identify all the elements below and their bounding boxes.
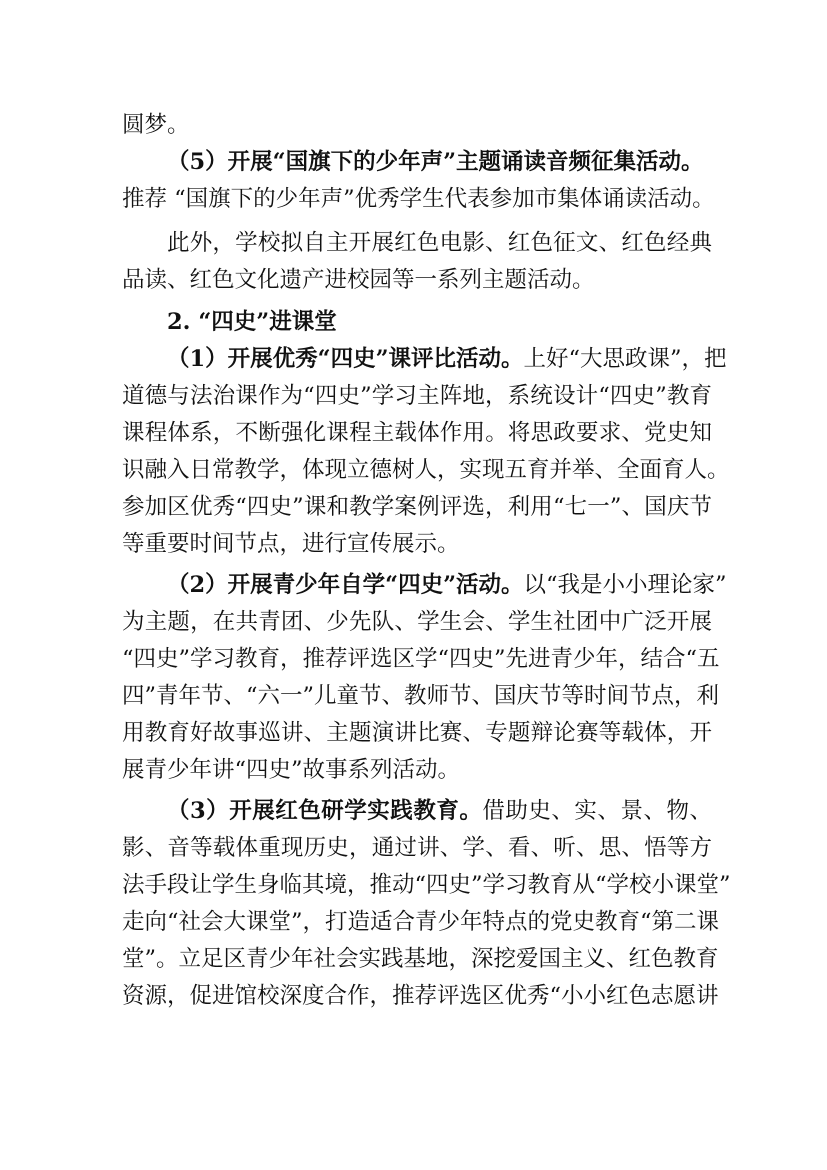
text-run: “四史”学习教育，推荐评选区学“四史”先进青少年，结合“五 — [122, 646, 720, 672]
text-run: 等重要时间节点，进行宣传展示。 — [122, 531, 460, 557]
text-run-bold: （3）开展红色研学实践教育。 — [167, 798, 483, 824]
text-run: 资源，促进馆校深度合作，推荐评选区优秀“小小红色志愿讲 — [122, 983, 719, 1009]
text-line — [122, 184, 715, 214]
text-line — [122, 870, 731, 900]
text-run: 推荐 “国旗下的少年声”优秀学生代表参加市集体诵读活动。 — [122, 186, 715, 212]
text-run: 品读、红色文化遗产进校园等一系列主题活动。 — [122, 267, 595, 293]
text-run-bold: （2）开展青少年自学“四史”活动。 — [167, 572, 524, 598]
text-run: 课程体系，不断强化课程主载体作用。将思政要求、党史知 — [122, 420, 712, 446]
text-line — [122, 907, 720, 937]
text-line — [122, 681, 720, 711]
text-run: 为主题，在共青团、少先队、学生会、学生社团中广泛开展 — [122, 609, 712, 635]
text-run: 上好“大思政课”，把 — [523, 346, 727, 372]
text-line — [122, 529, 460, 559]
text-line — [122, 833, 712, 863]
text-run-bold: 2. “四史”进课堂 — [167, 309, 337, 335]
text-line — [122, 418, 712, 448]
text-line — [122, 381, 712, 411]
text-run: 法手段让学生身临其境，推动“四史”学习教育从“学校小课堂” — [122, 872, 731, 898]
text-line — [122, 492, 712, 522]
text-line — [122, 981, 719, 1011]
item-heading — [167, 147, 704, 177]
text-run: 圆梦。 — [122, 112, 190, 138]
text-run-bold: （5）开展“国旗下的少年声”主题诵读音频征集活动。 — [167, 149, 704, 175]
section-heading — [167, 307, 337, 337]
text-run: 以“我是小小理论家” — [523, 572, 727, 598]
text-run: 四”青年节、“六一”儿童节、教师节、国庆节等时间节点，利 — [122, 683, 720, 709]
text-line — [122, 455, 730, 485]
text-line — [122, 944, 719, 974]
text-line — [122, 265, 595, 295]
text-run: 此外，学校拟自主开展红色电影、红色征文、红色经典 — [167, 230, 712, 256]
text-run: 走向“社会大课堂”，打造适合青少年特点的党史教育“第二课 — [122, 909, 720, 935]
text-run: 展青少年讲“四史”故事系列活动。 — [122, 757, 461, 783]
text-run: 参加区优秀“四史”课和教学案例评选，利用“七一”、国庆节 — [122, 494, 712, 520]
text-run: 借助史、实、景、物、 — [482, 798, 712, 824]
text-run: 堂”。立足区青少年社会实践基地，深挖爱国主义、红色教育 — [122, 946, 719, 972]
paragraph-first-line — [167, 228, 712, 258]
paragraph-first-line — [167, 570, 727, 600]
text-run: 识融入日常教学，体现立德树人，实现五育并举、全面育人。 — [122, 457, 730, 483]
text-line — [122, 607, 712, 637]
text-line — [122, 718, 712, 748]
text-line — [122, 110, 190, 140]
text-run: 道德与法治课作为“四史”学习主阵地，系统设计“四史”教育 — [122, 383, 712, 409]
text-line — [122, 644, 720, 674]
text-run-bold: （1）开展优秀“四史”课评比活动。 — [167, 346, 524, 372]
text-run: 影、音等载体重现历史，通过讲、学、看、听、思、悟等方 — [122, 835, 712, 861]
paragraph-first-line — [167, 796, 712, 826]
paragraph-first-line — [167, 344, 727, 374]
text-line — [122, 755, 460, 785]
text-run: 用教育好故事巡讲、主题演讲比赛、专题辩论赛等载体，开 — [122, 720, 712, 746]
